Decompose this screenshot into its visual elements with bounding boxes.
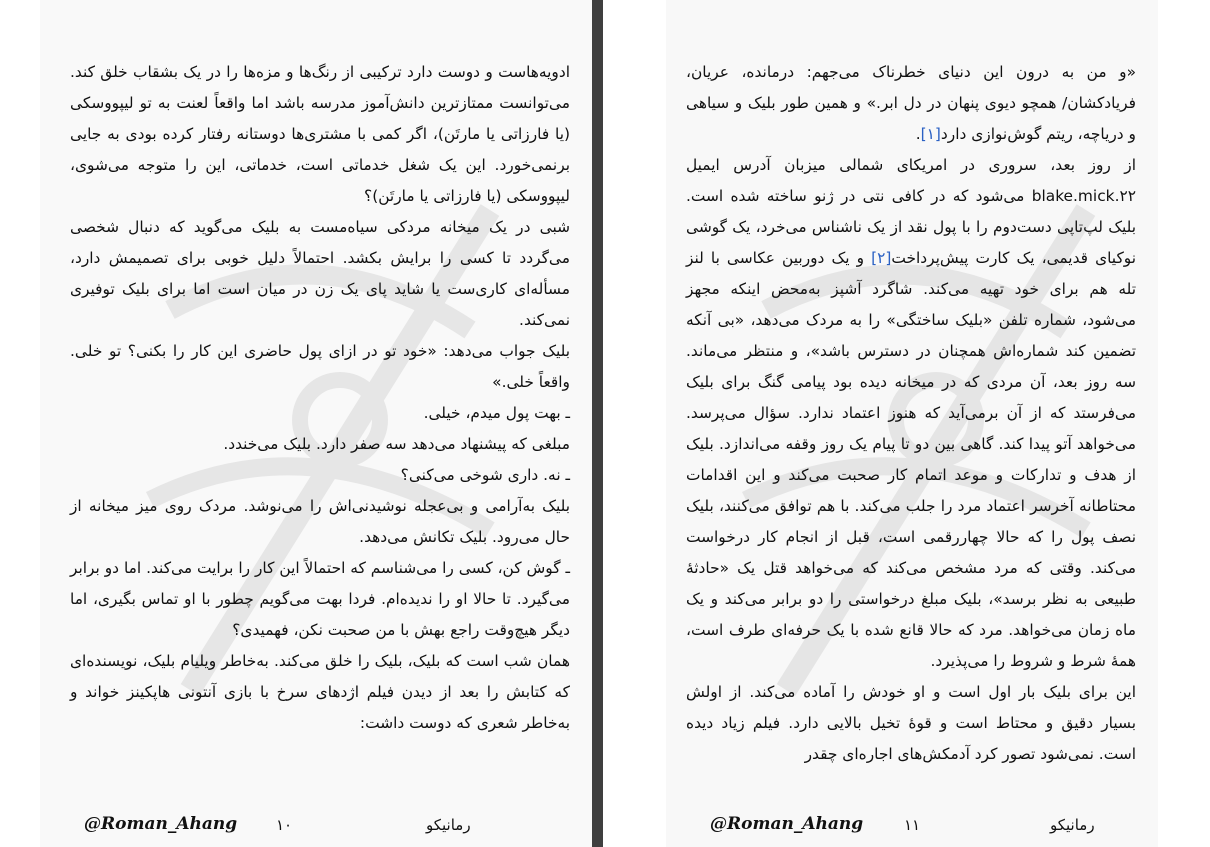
page-footer — [40, 808, 592, 842]
footnote-link[interactable]: [۲] — [871, 249, 892, 267]
paragraph: همان شب است که بلیک، بلیک را خلق می‌کند. به‌خاطر ویلیام بلیک، نویسنده‌ای که کتابش را بعد از دیدن فیلم اژدهای سرخ با بازی آنتونی هاپکینز خواند و به‌خاطر شعری که دوست داشت: — [70, 652, 570, 732]
right-page-body — [686, 57, 1136, 770]
paragraph: ـ نه. داری شوخی می‌کنی؟ — [400, 466, 570, 484]
paragraph: ادویه‌هاست و دوست دارد ترکیبی از رنگ‌ها و مزه‌ها را در یک بشقاب خلق کند. می‌توانست ممتازترین دانش‌آموز مدرسه باشد اما واقعاً لعنت به تو لیپووسکی (یا فارزاتی یا مارتَن)، اگر کمی با مشتری‌ها دوستانه رفتار کرده بودی به جایی برنمی‌خورد. این یک شغل خدماتی است، خدماتی، این را متوجه می‌شوی، لیپووسکی (یا فارزاتی یا مارتَن)؟ — [70, 63, 570, 205]
paragraph: بلیک جواب می‌دهد: «خود تو در ازای پول حاضری این کار را بکنی؟ تو خلی. واقعاً خلی.» — [70, 342, 570, 391]
right-page — [666, 0, 1158, 847]
paragraph: شبی در یک میخانه مردکی سیاه‌مست به بلیک می‌گوید که دنبال شخصی می‌گردد تا کسی را برایش بکشد. احتمالاً دلیل خوبی برای تصمیمش دارد، مسأله‌ای کاری‌ست یا شاید پای یک زن در میان است اما برای بلیک توفیری نمی‌کند. — [70, 218, 570, 329]
left-page-body — [70, 57, 570, 739]
page-footer — [666, 808, 1158, 842]
page-number: ۱۱ — [904, 816, 921, 834]
paragraph — [686, 57, 1136, 150]
page-divider — [592, 0, 603, 847]
page-number: ۱۰ — [276, 816, 293, 834]
brand-name: رمانیکو — [1050, 816, 1095, 834]
paragraph: این برای بلیک بار اول است و او خودش را آماده می‌کند. از اولش بسیار دقیق و محتاط است و قوهٔ تخیل بالایی دارد. فیلم زیاد دیده است. نمی‌شود تصور کرد آدمکش‌های اجاره‌ای چقدر — [686, 683, 1136, 763]
paragraph-text: و یک دوربین عکاسی با لنز تله هم برای خود تهیه می‌کند. شاگرد آشپز به‌محض اینکه مجهز می‌شود، شماره تلفن «بلیک ساختگی» را به مردک می‌دهد، «بی آنکه تضمین کند شماره‌اش همچنان در دسترس باشد»، و منتظر می‌ماند. سه روز بعد، آن مردی که در میخانه دیده بود پیامی گنگ برای بلیک می‌فرستد که از آن برمی‌آید که هنوز اعتماد ندارد. سؤال می‌پرسد. می‌خواهد آتو پیدا کند. گاهی بین دو تا پیام یک روز وقفه می‌اندازد. بلیک از هدف و تدارکات و موعد اتمام کار صحبت می‌کند و این اقدامات محتاطانه آخرسر اعتماد مرد را جلب می‌کند. با هم توافق می‌کنند، بلیک نصف پول را که حالا چهاررقمی است، قبل از انجام کار درخواست می‌کند. وقتی که مرد مشخص می‌کند که می‌خواهد قتل یک «حادثهٔ طبیعی به نظر برسد»، بلیک مبلغ درخواستی را دو برابر می‌کند و یک ماه زمان می‌خواهد. مرد که حالا قانع شده با یک حرفه‌ای طرف است، همهٔ شرط و شروط را می‌پذیرد. — [686, 249, 1136, 670]
left-page — [40, 0, 592, 847]
paragraph: مبلغی که پیشنهاد می‌دهد سه صفر دارد. بلیک می‌خندد. — [223, 435, 570, 453]
footnote-link[interactable]: [۱] — [920, 125, 941, 143]
paragraph: بلیک به‌آرامی و بی‌عجله نوشیدنی‌اش را می‌نوشد. مردک روی میز میخانه از حال می‌رود. بلیک تکانش می‌دهد. — [70, 497, 570, 546]
paragraph: ـ بهت پول میدم، خیلی. — [423, 404, 570, 422]
paragraph-text: از روز بعد، سروری در امریکای شمالی میزبان آدرس ایمیل blake.mick.۲۲ می‌شود که در کافی نتی در ژنو ساخته شده است. بلیک لپ‌تاپی دست‌دوم را با پول نقد از یک ناشناس می‌خرد، یک گوشی نوکیای قدیمی، یک کارت پیش‌پرداخت — [686, 156, 1137, 267]
brand-name: رمانیکو — [426, 816, 471, 834]
channel-handle: @Roman_Ahang — [84, 814, 238, 834]
paragraph: ـ گوش کن، کسی را می‌شناسم که احتمالاً این کار را برایت می‌کند. اما دو برابر می‌گیرد. تا حالا او را ندیده‌ام. فردا بهت می‌گویم چطور با او تماس بگیری، اما دیگر هیچ‌وقت راجع بهش با من صحبت نکن، فهمیدی؟ — [70, 559, 570, 639]
channel-handle: @Roman_Ahang — [710, 814, 864, 834]
paragraph — [686, 150, 1136, 677]
paragraph-text: «و من به درون این دنیای خطرناک می‌جهم: درمانده، عریان، فریادکشان/ همچو دیوی پنهان در دل ابر.» و همین طور بلیک و سیاهی و دریاچه، ریتم گوش‌نوازی دارد — [686, 63, 1136, 143]
paragraph-text: . — [915, 125, 921, 143]
